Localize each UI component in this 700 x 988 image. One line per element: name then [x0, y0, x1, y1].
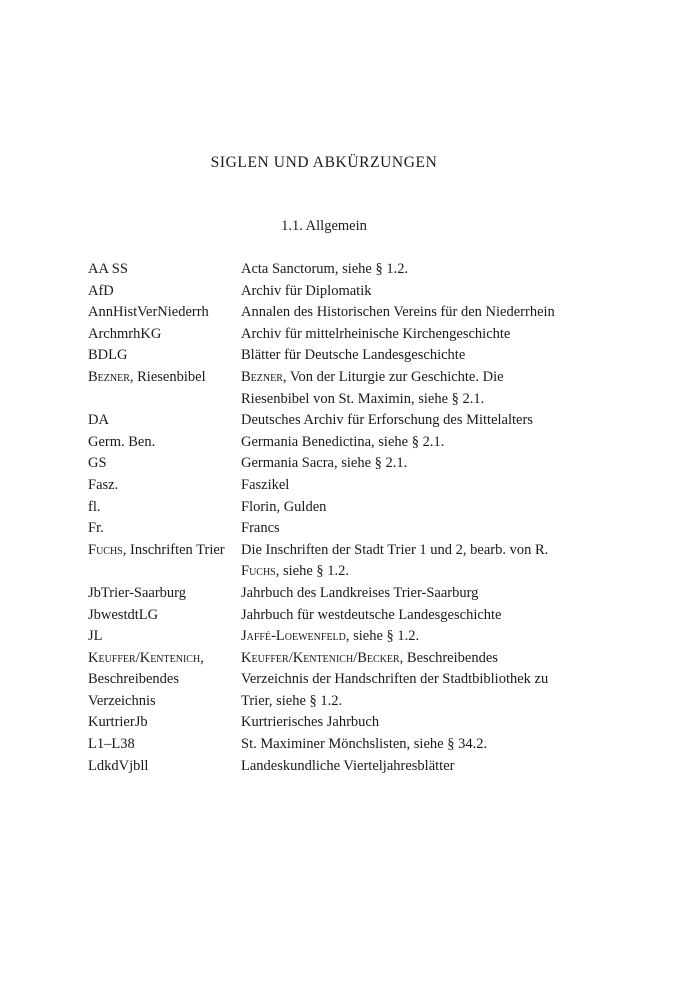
term-segment: Bezner [88, 368, 130, 385]
list-item [88, 756, 568, 778]
definition-segment: , Von der Liturgie zur Geschichte. Die Riesenbibel von St. Maximin, siehe § 2.1. [241, 368, 504, 407]
definition-segment: Jahrbuch des Landkreises Trier-Saarburg [241, 584, 479, 601]
list-item [88, 648, 568, 713]
term-segment: JbwestdtLG [88, 606, 159, 623]
definition-segment: Acta Sanctorum, siehe § 1.2. [241, 261, 409, 277]
definition-segment: Archiv für mittelrheinische Kirchengeschichte [241, 325, 511, 342]
abbreviation-term [88, 518, 241, 540]
definition-segment: St. Maximiner Mönchslisten, siehe § 34.2. [241, 736, 488, 753]
definition-segment: Francs [241, 520, 280, 537]
abbreviation-term [88, 497, 241, 519]
term-segment: , Beschreibendes Verzeichnis [88, 649, 204, 709]
abbreviation-term [88, 432, 241, 454]
abbreviation-definition [241, 432, 568, 454]
list-item [88, 345, 568, 367]
term-segment: LdkdVjbll [88, 757, 149, 774]
term-segment: Fr. [88, 520, 104, 537]
definition-segment: Bezner [241, 368, 283, 385]
definition-segment: Archiv für Diplomatik [241, 282, 372, 299]
abbreviation-definition [241, 518, 568, 540]
list-item [88, 734, 568, 756]
definition-segment: Faszikel [241, 476, 290, 493]
abbreviation-definition [241, 648, 568, 713]
abbreviation-term [88, 648, 241, 713]
abbreviation-list [88, 259, 568, 777]
term-segment: JL [88, 628, 103, 645]
abbreviation-definition [241, 497, 568, 519]
abbreviation-definition [241, 324, 568, 346]
term-segment: Keuffer/Kentenich [88, 649, 201, 666]
list-item [88, 281, 568, 303]
abbreviation-term [88, 453, 241, 475]
definition-segment: Blätter für Deutsche Landesgeschichte [241, 347, 466, 364]
abbreviation-definition [241, 367, 568, 410]
abbreviation-term [88, 345, 241, 367]
term-segment: Fuchs [88, 541, 123, 558]
list-item [88, 324, 568, 346]
term-segment: Germ. Ben. [88, 433, 156, 450]
definition-segment: Jahrbuch für westdeutsche Landesgeschichte [241, 606, 502, 623]
abbreviation-definition [241, 756, 568, 778]
term-segment: AfD [88, 282, 114, 299]
abbreviation-definition [241, 583, 568, 605]
term-segment: AnnHistVerNiederrh [88, 304, 209, 321]
abbreviation-definition [241, 281, 568, 303]
definition-segment: Landeskundliche Vierteljahresblätter [241, 757, 455, 774]
abbreviation-definition [241, 302, 568, 324]
abbreviation-definition [241, 626, 568, 648]
definition-segment: Germania Benedictina, siehe § 2.1. [241, 433, 445, 450]
abbreviation-definition [241, 345, 568, 367]
definition-segment: , Beschreibendes Verzeichnis der Handschriften der Stadtbibliothek zu Trier, siehe § 1.2. [241, 649, 549, 709]
abbreviation-term [88, 734, 241, 756]
list-item [88, 432, 568, 454]
abbreviation-term [88, 302, 241, 324]
definition-segment: Kurtrierisches Jahrbuch [241, 714, 380, 731]
definition-segment: Deutsches Archiv für Erforschung des Mittelalters [241, 412, 533, 429]
abbreviation-definition [241, 453, 568, 475]
abbreviation-definition [241, 605, 568, 627]
definition-segment: , siehe § 1.2. [275, 563, 350, 580]
term-segment: Fasz. [88, 476, 119, 493]
list-item [88, 518, 568, 540]
definition-segment: Germania Sacra, siehe § 2.1. [241, 455, 408, 472]
term-segment: L1–L38 [88, 736, 135, 753]
term-segment: JbTrier-Saarburg [88, 584, 186, 601]
abbreviation-term [88, 259, 241, 281]
list-item [88, 410, 568, 432]
list-item [88, 475, 568, 497]
abbreviation-definition [241, 712, 568, 734]
abbreviation-definition [241, 540, 568, 583]
abbreviation-term [88, 324, 241, 346]
abbreviation-term [88, 756, 241, 778]
list-item [88, 626, 568, 648]
list-item [88, 367, 568, 410]
list-item [88, 453, 568, 475]
abbreviation-term [88, 281, 241, 303]
definition-segment: Jaffé-Loewenfeld [241, 628, 346, 645]
definition-segment: Keuffer/Kentenich/Becker [241, 649, 400, 666]
term-segment: ArchmrhKG [88, 325, 162, 342]
list-item [88, 583, 568, 605]
abbreviation-term [88, 626, 241, 648]
term-segment: , Inschriften Trier [122, 541, 225, 558]
definition-segment: Fuchs [241, 563, 276, 580]
list-item [88, 302, 568, 324]
term-segment: BDLG [88, 347, 128, 364]
abbreviation-definition [241, 475, 568, 497]
abbreviation-term [88, 583, 241, 605]
abbreviation-term [88, 605, 241, 627]
definition-segment: Florin, Gulden [241, 498, 327, 515]
term-segment: , Riesenbibel [129, 368, 206, 385]
abbreviation-term [88, 367, 241, 410]
term-segment: AA SS [88, 261, 128, 277]
abbreviation-definition [241, 259, 568, 281]
term-segment: GS [88, 455, 107, 472]
term-segment: DA [88, 412, 109, 429]
abbreviation-definition [241, 734, 568, 756]
list-item [88, 497, 568, 519]
definition-segment: , siehe § 1.2. [345, 628, 420, 645]
abbreviation-term [88, 712, 241, 734]
list-item [88, 259, 568, 281]
abbreviation-definition [241, 410, 568, 432]
abbreviation-term [88, 540, 241, 583]
list-item [88, 605, 568, 627]
page-title: SIGLEN UND ABKÜRZUNGEN [210, 154, 438, 171]
definition-segment: Annalen des Historischen Vereins für den Niederrhein [241, 304, 555, 321]
term-segment: fl. [88, 498, 101, 515]
definition-segment: Die Inschriften der Stadt Trier 1 und 2, bearb. von R. [241, 541, 549, 558]
list-item [88, 712, 568, 734]
abbreviation-term [88, 410, 241, 432]
section-heading: 1.1. Allgemein [281, 218, 367, 234]
abbreviation-term [88, 475, 241, 497]
term-segment: KurtrierJb [88, 714, 148, 731]
list-item [88, 540, 568, 583]
